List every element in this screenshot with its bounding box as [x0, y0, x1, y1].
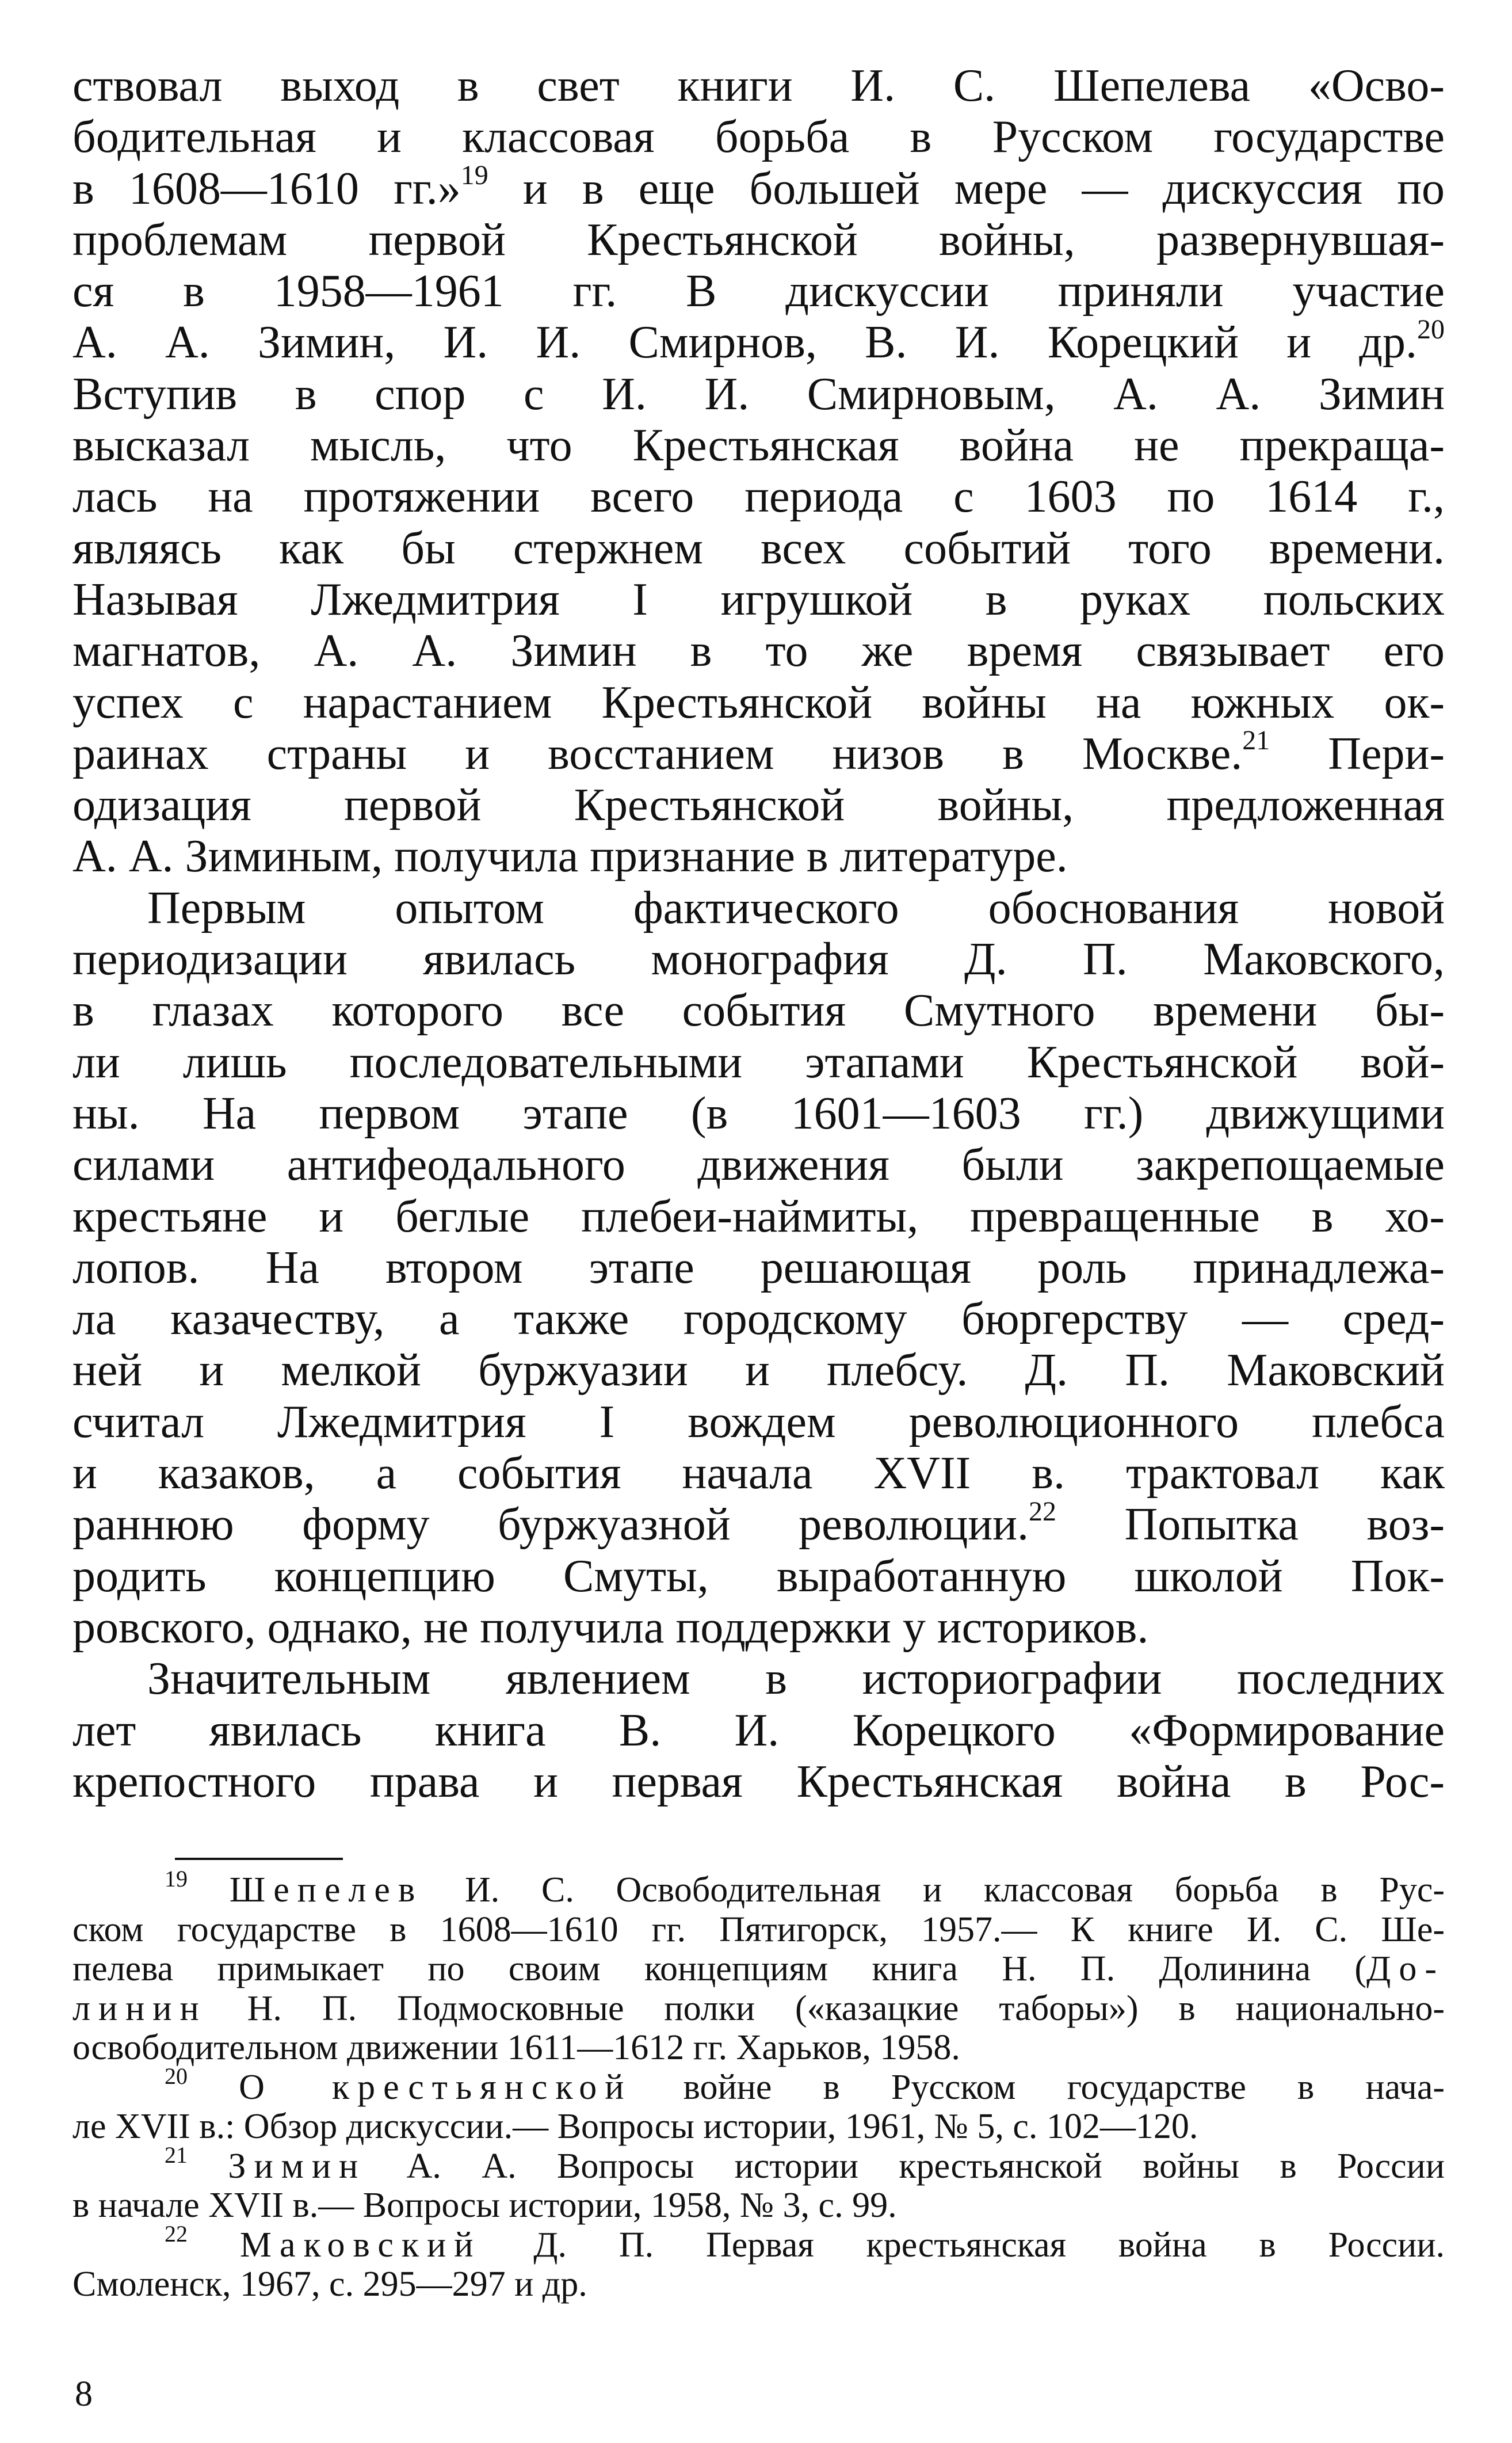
text-line: бодительная и классовая борьба в Русском государстве	[72, 112, 1445, 163]
text-fragment: Попытка воз-	[1056, 1499, 1445, 1550]
text-line: проблемам первой Крестьянской войны, развернувшая-	[72, 214, 1445, 265]
text-line: родить концепцию Смуты, выработанную школой Пок-	[72, 1550, 1445, 1602]
text-line: ней и мелкой буржуазии и плебсу. Д. П. Маковский	[72, 1345, 1445, 1396]
footnote-text: войне в Русском государстве в нача-	[632, 2067, 1445, 2107]
text-line	[72, 163, 1445, 215]
footnote-number: 20	[165, 2067, 188, 2089]
footnote-author: Шепелев	[229, 1870, 423, 1910]
text-line: являясь как бы стержнем всех событий того времени.	[72, 523, 1445, 574]
text-fragment: раннюю форму буржуазной революции.	[72, 1499, 1029, 1550]
text-line: магнатов, А. А. Зимин в то же время связывает его	[72, 626, 1445, 677]
footnote-19-line	[72, 1870, 1445, 1910]
text-fragment: Пери-	[1270, 728, 1445, 779]
text-line: ся в 1958—1961 гг. В дискуссии приняли участие	[72, 266, 1445, 317]
text-line: высказал мысль, что Крестьянская война не прекраща-	[72, 420, 1445, 471]
text-line	[72, 317, 1445, 368]
text-line: крепостного права и первая Крестьянская война в Рос-	[72, 1756, 1445, 1807]
text-line: Вступив в спор с И. И. Смирновым, А. А. Зимин	[72, 368, 1445, 420]
text-line: Называя Лжедмитрия I игрушкой в руках польских	[72, 574, 1445, 625]
footnote-text: пелева примыкает по своим концепциям книга Н. П. Долинина (	[72, 1949, 1367, 1988]
text-line: А. А. Зиминым, получила признание в литературе.	[72, 831, 1068, 882]
page-number: 8	[75, 2375, 93, 2414]
text-line	[72, 729, 1445, 780]
text-line: ли лишь последовательными этапами Крестьянской вой-	[72, 1036, 1445, 1088]
paragraph-start-line: Значительным явлением в историографии последних	[147, 1653, 1445, 1705]
text-line: лась на протяжении всего периода с 1603 по 1614 г.,	[72, 471, 1445, 523]
text-line: успех с нарастанием Крестьянской войны на южных ок-	[72, 677, 1445, 728]
footnote-author: Зимин	[228, 2146, 366, 2186]
footnote-ref-22: 22	[1028, 1499, 1056, 1527]
footnote-19-line	[72, 1949, 1445, 1989]
footnote-21-line: в начале XVII в.— Вопросы истории, 1958, № 3, с. 99.	[72, 2186, 897, 2225]
footnote-22-line	[72, 2225, 1445, 2265]
text-line: одизация первой Крестьянской войны, предложенная	[72, 780, 1445, 831]
footnote-19-line	[72, 1989, 1445, 2029]
footnote-text: Д. П. Первая крестьянская война в России.	[481, 2225, 1445, 2265]
footnote-19-line: ском государстве в 1608—1610 гг. Пятигорск, 1957.— К книге И. С. Ше-	[72, 1910, 1445, 1949]
footnote-author: линин	[72, 1988, 207, 2028]
footnote-21-line	[72, 2147, 1445, 2186]
text-line: лопов. На втором этапе решающая роль принадлежа-	[72, 1242, 1445, 1293]
footnote-text: Н. П. Подмосковные полки («казацкие таборы») в национально-	[207, 1988, 1445, 2028]
text-line	[72, 1499, 1445, 1550]
text-line: лет явилась книга В. И. Корецкого «Формирование	[72, 1705, 1445, 1756]
footnote-text: А. А. Вопросы истории крестьянской войны в России	[366, 2146, 1445, 2186]
text-fragment: А. А. Зимин, И. И. Смирнов, В. И. Корецкий и др.	[72, 317, 1417, 368]
footnote-ref-19: 19	[460, 163, 488, 190]
text-line: периодизации явилась монография Д. П. Маковского,	[72, 934, 1445, 985]
text-line: в глазах которого все события Смутного времени бы-	[72, 985, 1445, 1036]
footnote-ref-21: 21	[1242, 728, 1270, 756]
footnote-number: 19	[165, 1870, 188, 1892]
text-fragment: и в еще большей мере — дискуссия по	[488, 163, 1445, 214]
footnote-separator	[175, 1858, 343, 1860]
text-line: и казаков, а события начала XVII в. трактовал как	[72, 1448, 1445, 1499]
text-fragment: в 1608—1610 гг.»	[72, 163, 461, 214]
footnote-20-line: ле XVII в.: Обзор дискуссии.— Вопросы истории, 1961, № 5, с. 102—120.	[72, 2107, 1198, 2146]
text-line: считал Лжедмитрия I вождем революционного плебса	[72, 1396, 1445, 1447]
text-fragment: раинах страны и восстанием низов в Москве.	[72, 728, 1243, 779]
text-line: ны. На первом этапе (в 1601—1603 гг.) движущими	[72, 1088, 1445, 1139]
text-line: ровского, однако, не получила поддержки у историков.	[72, 1602, 1149, 1653]
paragraph-start-line: Первым опытом фактического обоснования новой	[147, 882, 1445, 933]
footnote-19-line: освободительном движении 1611—1612 гг. Харьков, 1958.	[72, 2028, 960, 2067]
footnote-22-line: Смоленск, 1967, с. 295—297 и др.	[72, 2265, 587, 2304]
footnote-ref-20: 20	[1417, 317, 1445, 345]
footnote-text: И. С. Освободительная и классовая борьба в Рус-	[423, 1870, 1445, 1910]
footnote-author: О крестьянской	[239, 2067, 632, 2107]
text-line: ла казачеству, а также городскому бюргерству — сред-	[72, 1294, 1445, 1345]
footnote-author: До-	[1366, 1949, 1445, 1988]
text-line: крестьяне и беглые плебеи-наймиты, превращенные в хо-	[72, 1191, 1445, 1242]
footnotes	[72, 1870, 1445, 2304]
main-text	[72, 60, 1445, 1808]
footnote-author: Маковский	[239, 2225, 482, 2265]
text-line: силами антифеодального движения были закрепощаемые	[72, 1139, 1445, 1191]
footnote-20-line	[72, 2068, 1445, 2107]
footnote-number: 22	[165, 2225, 188, 2247]
footnote-number: 21	[165, 2146, 188, 2168]
text-line: ствовал выход в свет книги И. С. Шепелева «Осво-	[72, 60, 1445, 111]
